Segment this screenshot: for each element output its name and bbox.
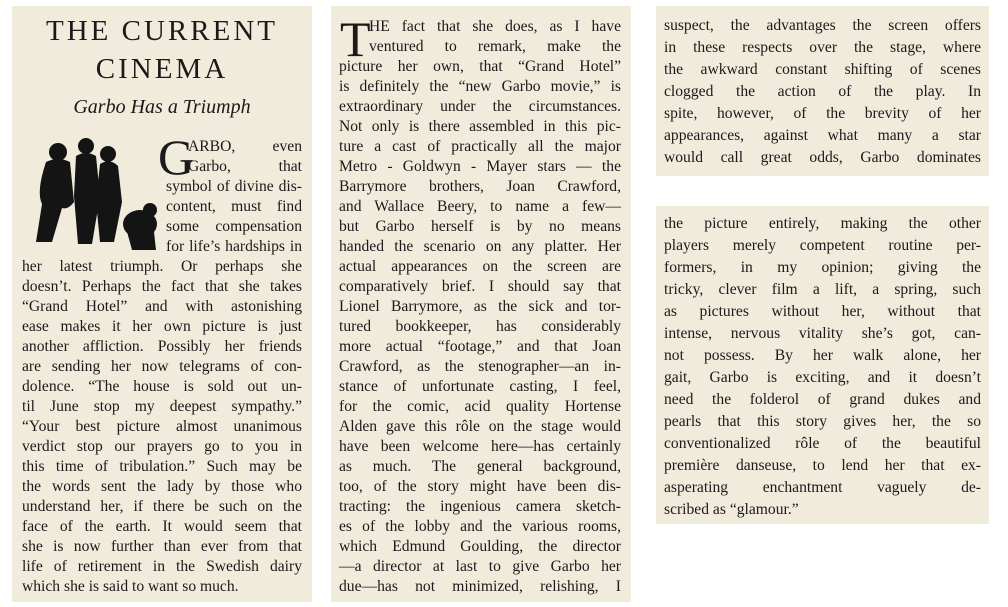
text-line-last: which she is said to want so much.	[22, 578, 239, 595]
text-line: première danseuse, to lend her that ex-	[664, 457, 981, 474]
text-line: ture a cast of practically all the major	[339, 138, 621, 155]
text-line: HE fact that she does, as I have	[369, 18, 621, 35]
text-line: another affliction. Possibly her friends	[22, 338, 302, 355]
text-line: es of the lobby and the various rooms,	[339, 518, 621, 535]
text-line: Crawford, as the stenographer—an in-	[339, 358, 621, 375]
text-line: til June stop my deepest sympathy.”	[22, 398, 302, 415]
text-line: the words sent the lady by those who	[22, 478, 302, 495]
text-line: and Wallace Beery, to name a few—	[339, 198, 621, 215]
text-line: ventured to remark, make the	[369, 38, 621, 55]
text-line: ease makes it her own picture is just	[22, 318, 302, 335]
text-line: tured bookkeeper, has considerably	[339, 318, 621, 335]
text-line: tricky, clever film a lift, a spring, such	[664, 281, 981, 298]
text-line: in these respects over the stage, where	[664, 39, 981, 56]
text-line-last: scribed as “glamour.”	[664, 501, 799, 518]
text-line: content, must find	[166, 198, 302, 215]
text-line: as much. The general background,	[339, 458, 621, 475]
text-line: Barrymore brothers, Joan Crawford,	[339, 178, 621, 195]
text-line: life of retirement in the Swedish dairy	[22, 558, 302, 575]
text-line: not possess. By her walk alone, her	[664, 347, 981, 364]
text-line: but Garbo herself is by no means	[339, 218, 621, 235]
text-line: players merely competent routine per-	[664, 237, 981, 254]
text-line: spite, however, of the brevity of her	[664, 105, 981, 122]
text-line: actual appearances on the screen are	[339, 258, 621, 275]
text-line: extraordinary under the circumstances.	[339, 98, 621, 115]
text-line: comparatively brief. I should say that	[339, 278, 621, 295]
text-line: “Your best picture almost unanimous	[22, 418, 302, 435]
text-line: face of the earth. It would seem that	[22, 518, 302, 535]
text-line: Metro - Goldwyn - Mayer stars — the	[339, 158, 621, 175]
text-line: Alden gave this rôle on the stage would	[339, 418, 621, 435]
text-line: she is now further than ever from that	[22, 538, 302, 555]
headline-line-1: THE CURRENT	[46, 15, 278, 47]
text-line: stance of unfortunate casting, I feel,	[339, 378, 621, 395]
text-line: clogged the action of the play. In	[664, 83, 981, 100]
text-line: —a director at last to give Garbo her	[339, 558, 621, 575]
dropcap-g: G	[158, 129, 195, 185]
text-line: Garbo, that	[188, 158, 302, 175]
text-line: ARBO, even	[188, 138, 302, 155]
text-line: tracting: the ingenious camera sketch-	[339, 498, 621, 515]
dropcap-t: T	[340, 11, 371, 67]
headline-line-2: CINEMA	[95, 53, 229, 85]
text-line: gait, Garbo is exciting, and it doesn’t	[664, 369, 981, 386]
text-line: the awkward constant shifting of scenes	[664, 61, 981, 78]
text-line: suspect, the advantages the screen offers	[664, 17, 981, 34]
text-line: her latest triumph. Or perhaps she	[22, 258, 302, 275]
text-line: pearls that this story gives her, the so	[664, 413, 981, 430]
text-line: due—has not minimized, relishing, I	[339, 578, 621, 595]
text-line: which Edmund Goulding, the director	[339, 538, 621, 555]
article-subtitle: Garbo Has a Triumph	[73, 96, 251, 118]
silhouette-figures-icon	[22, 132, 162, 252]
text-line: too, of the story might have been dis-	[339, 478, 621, 495]
text-line: for the comic, acid quality Hortense	[339, 398, 621, 415]
text-line: the picture entirely, making the other	[664, 215, 981, 232]
text-line: are sending her now telegrams of con-	[22, 358, 302, 375]
article-column-4	[656, 206, 989, 524]
text-line: some compensation	[166, 218, 302, 235]
text-line: this time of tribulation.” Such may be	[22, 458, 302, 475]
text-line: Lionel Barrymore, as the sick and tor-	[339, 298, 621, 315]
text-line: understand her, if there be such on the	[22, 498, 302, 515]
text-line: picture her own, that “Grand Hotel”	[339, 58, 621, 75]
article-column-3	[656, 6, 989, 176]
text-line: formers, in my opinion; giving the	[664, 259, 981, 276]
text-line: appearances, against what many a star	[664, 127, 981, 144]
text-line: handed the scenario on any platter. Her	[339, 238, 621, 255]
text-line: asperating enchantment vaguely de-	[664, 479, 981, 496]
text-line: doesn’t. Perhaps the fact that she takes	[22, 278, 302, 295]
text-line: for life’s hardships in	[166, 238, 302, 255]
text-line: as pictures without her, without that	[664, 303, 981, 320]
text-line: dolence. “The house is sold out un-	[22, 378, 302, 395]
text-line: need the folderol of grand dukes and	[664, 391, 981, 408]
text-line: would call great odds, Garbo dominates	[664, 149, 981, 166]
text-line: verdict stop our prayers go to you in	[22, 438, 302, 455]
text-line: “Grand Hotel” and with astonishing	[22, 298, 302, 315]
text-line: more actual “footage,” and that Joan	[339, 338, 621, 355]
text-line: intense, nervous vitality she’s got, can-	[664, 325, 981, 342]
text-line: Not only is there assembled in this pic-	[339, 118, 621, 135]
article-column-2	[331, 6, 631, 602]
article-column-1	[12, 6, 312, 602]
text-line: have been welcome here—has certainly	[339, 438, 621, 455]
text-line: conventionalized rôle of the beautiful	[664, 435, 981, 452]
text-line: symbol of divine dis-	[166, 178, 302, 195]
text-line: is definitely the “new Garbo movie,” is	[339, 78, 621, 95]
